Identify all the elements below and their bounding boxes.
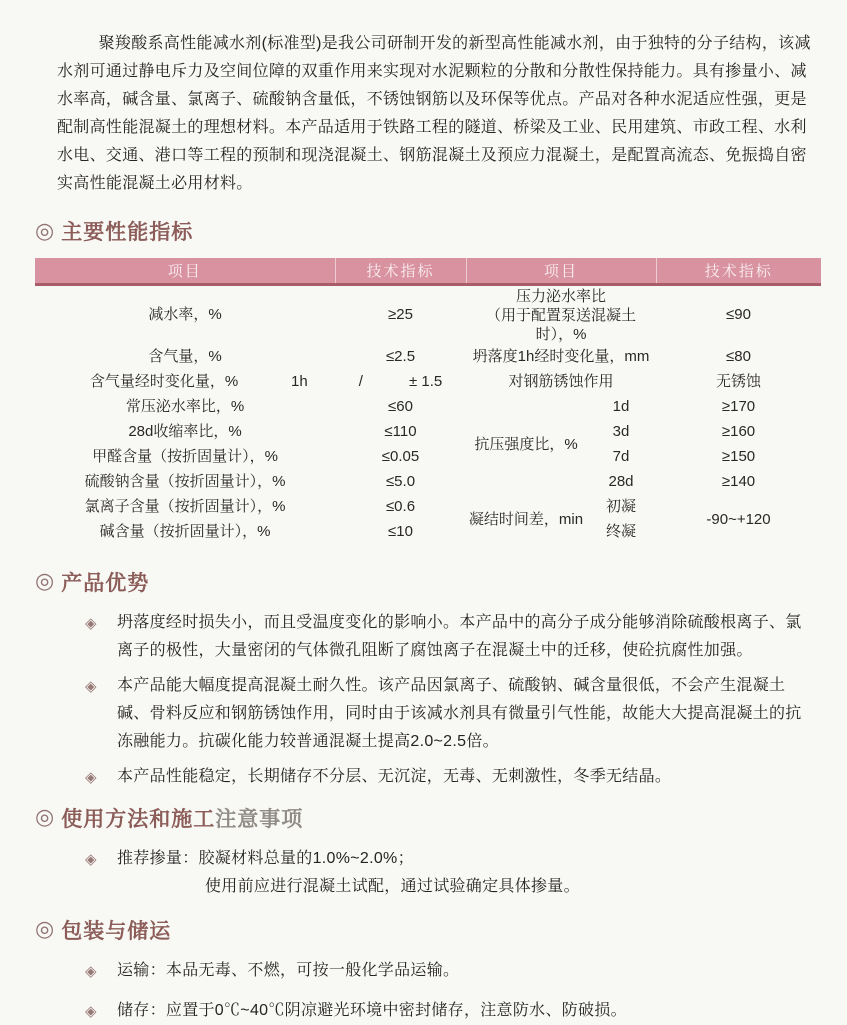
cell-value: ≥160	[721, 423, 756, 440]
cell-age: 3d	[612, 423, 630, 440]
cell-value: ≥140	[721, 473, 756, 490]
section-marker-icon: ◎	[35, 218, 56, 244]
table-row	[35, 370, 821, 395]
cell-value: ≤2.5	[385, 348, 416, 365]
cell-value: 无锈蚀	[716, 373, 762, 390]
table-row	[35, 345, 821, 370]
transport-text: 运输：本品无毒、不燃，可按一般化学品运输。	[117, 961, 460, 979]
cell-value: ≤0.6	[385, 498, 416, 515]
table-row	[35, 445, 821, 470]
usage-list	[85, 845, 817, 901]
cell-item: 减水率，%	[148, 306, 222, 323]
section-marker-icon: ◎	[35, 569, 56, 594]
cell-value	[335, 370, 466, 395]
cell-age: 7d	[612, 448, 630, 465]
intro-paragraph: 聚羧酸系高性能减水剂(标准型)是我公司研制开发的新型高性能减水剂，由于独特的分子结构，该减水剂可通过静电斥力及空间位障的双重作用来实现对水泥颗粒的分散和分散性保持能力。具有掺量小、减水率高，碱含量、氯离子、硫酸钠含量低，不锈蚀钢筋以及环保等优点。产品对各种水泥适应性强，更是配制高性能混凝土的理想材料。本产品适用于铁路工程的隧道、桥梁及工业、民用建筑、市政工程、水利水电、交通、港口等工程的预制和现浇混凝土、钢筋混凝土及预应力混凝土，是配置高流态、免振捣自密实高性能混凝土必用材料。	[57, 35, 811, 192]
section-title: 使用方法和施工	[61, 807, 216, 831]
cell-item-line2: （用于配置泵送混凝土时），%	[486, 306, 637, 343]
list-item	[85, 763, 817, 791]
list-item	[85, 997, 817, 1025]
cell-item-text: 含气量经时变化量，%	[89, 373, 239, 390]
section-heading-advantages	[35, 567, 821, 597]
cell-setting-initial: 初凝	[606, 498, 637, 515]
cell-value: ≤0.05	[381, 448, 420, 465]
cell-item-setting-label: 凝结时间差，min	[468, 510, 584, 528]
diamond-bullet-icon: ◈	[85, 676, 97, 695]
cell-item-time: 1h	[291, 373, 308, 390]
performance-table	[35, 258, 821, 545]
cell-age: 1d	[612, 398, 630, 415]
table-row	[35, 495, 821, 520]
header-spec-left: 技术指标	[335, 258, 466, 284]
cell-value-slash: /	[358, 373, 363, 390]
section-heading-performance	[35, 216, 821, 246]
section-title: 产品优势	[61, 571, 150, 595]
cell-item: 氯离子含量（按折固量计），%	[84, 498, 286, 515]
cell-value-number: ± 1.5	[408, 373, 443, 390]
cell-item: 碱含量（按折固量计），%	[99, 523, 271, 540]
cell-value: ≤90	[726, 306, 751, 323]
cell-item: 常压泌水率比，%	[125, 398, 245, 415]
storage-text: 储存：应置于0℃~40℃阴凉避光环境中密封储存，注意防水、防破损。	[117, 1001, 627, 1019]
cell-value: ≤60	[388, 398, 413, 415]
section-title-gray: 注意事项	[215, 807, 304, 831]
cell-value: ≤110	[384, 423, 417, 440]
cell-setting-final: 终凝	[606, 523, 637, 540]
cell-value: ≥25	[388, 306, 413, 323]
section-heading-packaging	[35, 915, 821, 945]
advantage-text: 坍落度经时损失小，而且受温度变化的影响小。本产品中的高分子成分能够消除硫酸根离子、氯离子的极性，大量密闭的气体微孔阻断了腐蚀离子在混凝土中的迁移，使砼抗腐性加强。	[117, 613, 802, 659]
diamond-bullet-icon: ◈	[85, 613, 97, 632]
list-item	[85, 609, 817, 665]
cell-item: 28d收缩率比，%	[128, 423, 242, 440]
cell-item: 含气量，%	[148, 348, 222, 365]
section-marker-icon: ◎	[35, 917, 56, 942]
cell-item-line1: 压力泌水率比	[516, 287, 607, 305]
cell-value: ≤80	[726, 348, 751, 365]
diamond-bullet-icon: ◈	[85, 767, 97, 786]
usage-note-text: 使用前应进行混凝土试配，通过试验确定具体掺量。	[205, 877, 580, 895]
cell-value: ≥150	[721, 448, 756, 465]
cell-item	[35, 370, 335, 395]
header-item-left: 项目	[35, 258, 335, 284]
advantage-text: 本产品能大幅度提高混凝土耐久性。该产品因氯离子、硫酸钠、碱含量很低，不会产生混凝土碱、骨料反应和钢筋锈蚀作用，同时由于该减水剂具有微量引气性能，故能大大提高混凝土的抗冻融能力。抗碳化能力较普通混凝土提高2.0~2.5倍。	[117, 676, 802, 750]
diamond-bullet-icon: ◈	[85, 1001, 97, 1020]
packaging-list	[85, 957, 817, 1025]
cell-item-compressive-label: 抗压强度比，%	[474, 435, 578, 453]
cell-value: ≤10	[388, 523, 413, 540]
table-header	[35, 258, 821, 284]
list-item	[85, 845, 817, 901]
table-row	[35, 395, 821, 420]
table-row	[35, 420, 821, 445]
list-item	[85, 672, 817, 756]
table-row	[35, 284, 821, 345]
usage-dosage-text: 推荐掺量：胶凝材料总量的1.0%~2.0%；	[117, 849, 414, 867]
list-item	[85, 957, 817, 985]
cell-item: 硫酸钠含量（按折固量计），%	[84, 473, 286, 490]
section-marker-icon: ◎	[35, 805, 56, 830]
cell-value: ≤5.0	[385, 473, 416, 490]
header-item-right: 项目	[466, 258, 656, 284]
header-spec-right: 技术指标	[656, 258, 821, 284]
section-title: 主要性能指标	[61, 221, 194, 244]
cell-item: 甲醛含量（按折固量计），%	[92, 448, 278, 465]
cell-item: 对钢筋锈蚀作用	[508, 373, 614, 390]
advantage-text: 本产品性能稳定，长期储存不分层、无沉淀，无毒、无刺激性，冬季无结晶。	[117, 767, 672, 785]
table-row	[35, 470, 821, 495]
cell-item: 坍落度1h经时变化量，mm	[472, 348, 650, 365]
section-title: 包装与储运	[61, 919, 172, 943]
diamond-bullet-icon: ◈	[85, 961, 97, 980]
advantages-list	[85, 609, 817, 791]
cell-value: ≥170	[721, 398, 756, 415]
cell-item	[466, 284, 656, 345]
cell-value-setting: -90~+120	[706, 510, 771, 528]
cell-age: 28d	[608, 473, 634, 490]
section-heading-usage	[35, 803, 821, 833]
diamond-bullet-icon: ◈	[85, 849, 97, 868]
